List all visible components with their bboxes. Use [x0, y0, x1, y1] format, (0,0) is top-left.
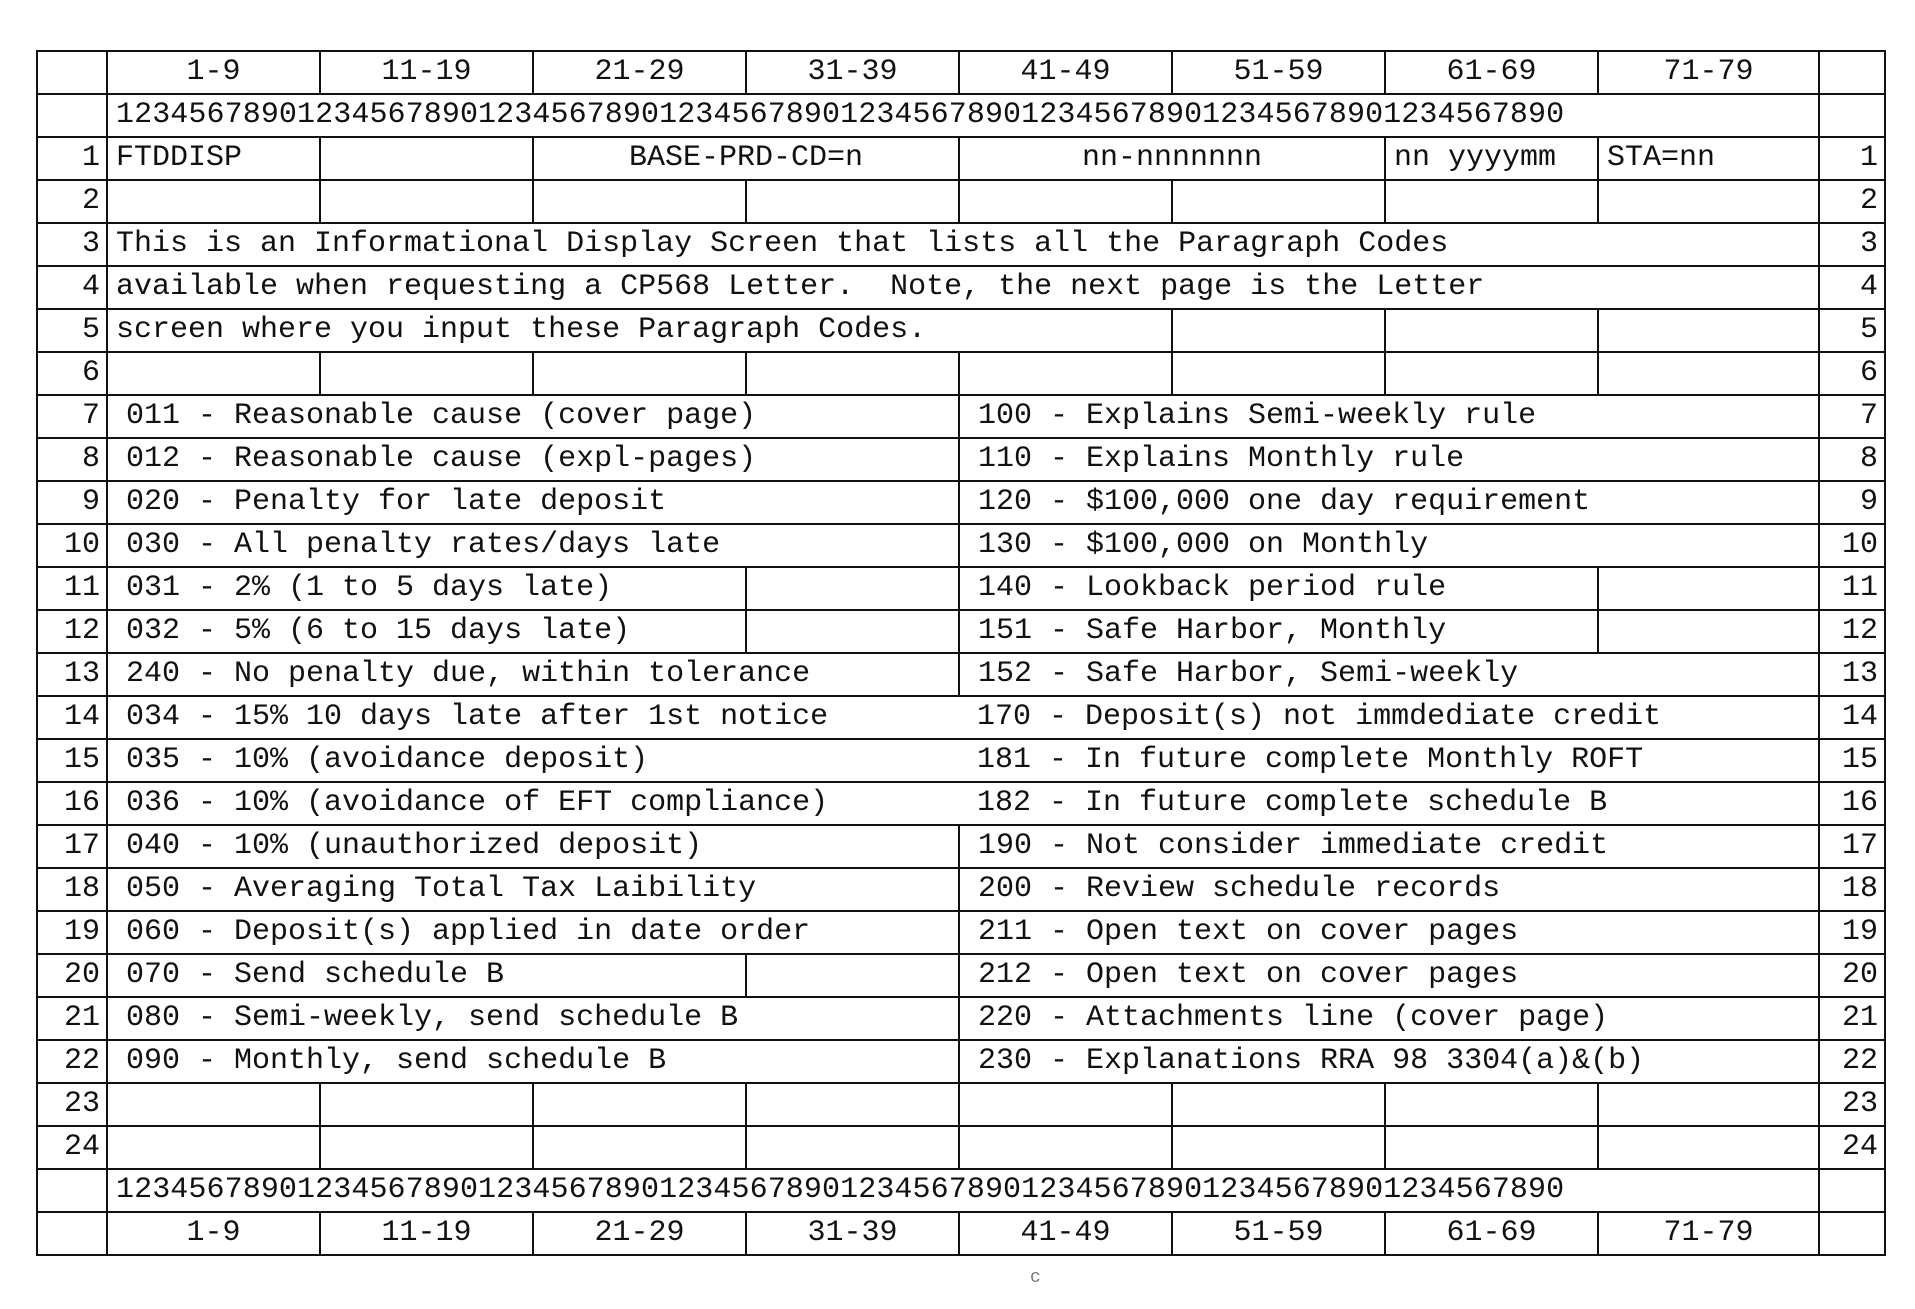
row-number: 10	[37, 524, 107, 567]
paragraph-row	[37, 954, 1885, 997]
paragraph-code-left: 036 - 10% (avoidance of EFT compliance)	[107, 782, 959, 825]
screen-row-5	[37, 309, 1885, 352]
screen-row-1	[37, 137, 1885, 180]
paragraph-row	[37, 868, 1885, 911]
paragraph-code-right: 230 - Explanations RRA 98 3304(a)&(b)	[959, 1040, 1819, 1083]
row-number: 19	[37, 911, 107, 954]
row-number: 1	[1819, 137, 1885, 180]
tax-period-field[interactable]: nn yyyymm	[1385, 137, 1598, 180]
screen-row-4	[37, 266, 1885, 309]
row-number: 12	[1819, 610, 1885, 653]
row-number: 18	[37, 868, 107, 911]
paragraph-code-left: 040 - 10% (unauthorized deposit)	[107, 825, 959, 868]
paragraph-code-right: 100 - Explains Semi-weekly rule	[959, 395, 1819, 438]
row-number: 2	[1819, 180, 1885, 223]
paragraph-row	[37, 524, 1885, 567]
row-number: 10	[1819, 524, 1885, 567]
paragraph-row	[37, 782, 1885, 825]
range-label: 61-69	[1385, 1212, 1598, 1255]
row-number: 5	[1819, 309, 1885, 352]
paragraph-code-left: 030 - All penalty rates/days late	[107, 524, 959, 567]
row-number: 23	[37, 1083, 107, 1126]
screen-row-3	[37, 223, 1885, 266]
row-number: 20	[37, 954, 107, 997]
paragraph-code-right: 211 - Open text on cover pages	[959, 911, 1819, 954]
row-number: 6	[37, 352, 107, 395]
paragraph-code-right: 120 - $100,000 one day requirement	[959, 481, 1819, 524]
range-label: 11-19	[320, 1212, 533, 1255]
paragraph-row	[37, 1040, 1885, 1083]
row-number: 20	[1819, 954, 1885, 997]
paragraph-code-left: 031 - 2% (1 to 5 days late)	[107, 567, 746, 610]
range-label: 21-29	[533, 1212, 746, 1255]
row-number: 14	[37, 696, 107, 739]
row-number: 11	[37, 567, 107, 610]
range-label: 41-49	[959, 1212, 1172, 1255]
row-number: 22	[37, 1040, 107, 1083]
column-digits: 12345678901234567890123456789012345678901234567890123456789012345678901234567890	[107, 1169, 1819, 1212]
range-label: 41-49	[959, 51, 1172, 94]
row-number: 11	[1819, 567, 1885, 610]
paragraph-code-right: 110 - Explains Monthly rule	[959, 438, 1819, 481]
range-label: 31-39	[746, 51, 959, 94]
row-number: 21	[37, 997, 107, 1040]
range-label: 71-79	[1598, 1212, 1819, 1255]
row-number: 17	[1819, 825, 1885, 868]
paragraph-code-left: 012 - Reasonable cause (expl-pages)	[107, 438, 959, 481]
paragraph-row	[37, 911, 1885, 954]
row-number: 18	[1819, 868, 1885, 911]
row-number: 17	[37, 825, 107, 868]
top-range-ruler	[37, 51, 1885, 94]
cp568-paragraph-code-screen	[36, 50, 1878, 1250]
paragraph-row	[37, 696, 1885, 739]
paragraph-code-left: 070 - Send schedule B	[107, 954, 746, 997]
paragraph-code-right: 170 - Deposit(s) not immdediate credit	[959, 696, 1819, 739]
paragraph-code-right: 151 - Safe Harbor, Monthly	[959, 610, 1598, 653]
paragraph-code-left: 090 - Monthly, send schedule B	[107, 1040, 959, 1083]
paragraph-code-left: 020 - Penalty for late deposit	[107, 481, 959, 524]
row-number: 24	[37, 1126, 107, 1169]
paragraph-code-left: 080 - Semi-weekly, send schedule B	[107, 997, 959, 1040]
row-number: 15	[37, 739, 107, 782]
row-number: 4	[1819, 266, 1885, 309]
row-number: 13	[37, 653, 107, 696]
paragraph-code-left: 032 - 5% (6 to 15 days late)	[107, 610, 746, 653]
row-number: 16	[1819, 782, 1885, 825]
intro-line: available when requesting a CP568 Letter. Note, the next page is the Letter	[107, 266, 1819, 309]
row-number: 13	[1819, 653, 1885, 696]
stray-scan-mark: c	[1030, 1268, 1041, 1288]
range-label: 1-9	[107, 51, 320, 94]
screen-row-2	[37, 180, 1885, 223]
row-number: 7	[37, 395, 107, 438]
paragraph-row	[37, 825, 1885, 868]
intro-line: screen where you input these Paragraph Codes.	[107, 309, 1172, 352]
row-number: 5	[37, 309, 107, 352]
row-number: 9	[37, 481, 107, 524]
row-number: 6	[1819, 352, 1885, 395]
row-number: 24	[1819, 1126, 1885, 1169]
paragraph-code-left: 011 - Reasonable cause (cover page)	[107, 395, 959, 438]
range-label: 21-29	[533, 51, 746, 94]
paragraph-code-right: 220 - Attachments line (cover page)	[959, 997, 1819, 1040]
bottom-range-ruler	[37, 1212, 1885, 1255]
paragraph-code-left: 060 - Deposit(s) applied in date order	[107, 911, 959, 954]
paragraph-row	[37, 567, 1885, 610]
terminal-screen-grid	[36, 50, 1886, 1256]
row-number: 9	[1819, 481, 1885, 524]
row-number: 3	[37, 223, 107, 266]
paragraph-row	[37, 438, 1885, 481]
screen-row-23	[37, 1083, 1885, 1126]
row-number: 1	[37, 137, 107, 180]
status-field[interactable]: STA=nn	[1598, 137, 1819, 180]
paragraph-code-right: 140 - Lookback period rule	[959, 567, 1598, 610]
paragraph-row	[37, 395, 1885, 438]
row-number: 16	[37, 782, 107, 825]
range-label: 51-59	[1172, 1212, 1385, 1255]
row-number: 23	[1819, 1083, 1885, 1126]
paragraph-code-right: 200 - Review schedule records	[959, 868, 1819, 911]
paragraph-code-right: 152 - Safe Harbor, Semi-weekly	[959, 653, 1819, 696]
intro-line: This is an Informational Display Screen that lists all the Paragraph Codes	[107, 223, 1819, 266]
paragraph-code-right: 190 - Not consider immediate credit	[959, 825, 1819, 868]
range-label: 61-69	[1385, 51, 1598, 94]
paragraph-row	[37, 481, 1885, 524]
range-label: 31-39	[746, 1212, 959, 1255]
row-number: 8	[1819, 438, 1885, 481]
ein-field[interactable]: nn-nnnnnnn	[959, 137, 1385, 180]
row-number: 7	[1819, 395, 1885, 438]
paragraph-row	[37, 997, 1885, 1040]
range-label: 1-9	[107, 1212, 320, 1255]
paragraph-row	[37, 610, 1885, 653]
row-number: 2	[37, 180, 107, 223]
row-number: 3	[1819, 223, 1885, 266]
row-number: 4	[37, 266, 107, 309]
paragraph-code-left: 034 - 15% 10 days late after 1st notice	[107, 696, 959, 739]
paragraph-row	[37, 739, 1885, 782]
base-period-code-field[interactable]: BASE-PRD-CD=n	[533, 137, 959, 180]
row-number: 15	[1819, 739, 1885, 782]
row-number: 14	[1819, 696, 1885, 739]
range-label: 71-79	[1598, 51, 1819, 94]
row-number: 22	[1819, 1040, 1885, 1083]
row-number: 12	[37, 610, 107, 653]
range-label: 11-19	[320, 51, 533, 94]
paragraph-code-right: 182 - In future complete schedule B	[959, 782, 1819, 825]
row-number: 21	[1819, 997, 1885, 1040]
paragraph-code-left: 035 - 10% (avoidance deposit)	[107, 739, 959, 782]
paragraph-code-right: 212 - Open text on cover pages	[959, 954, 1819, 997]
range-label: 51-59	[1172, 51, 1385, 94]
bottom-digit-ruler	[37, 1169, 1885, 1212]
row-number: 8	[37, 438, 107, 481]
column-digits: 12345678901234567890123456789012345678901234567890123456789012345678901234567890	[107, 94, 1819, 137]
paragraph-row	[37, 653, 1885, 696]
screen-row-6	[37, 352, 1885, 395]
paragraph-code-left: 240 - No penalty due, within tolerance	[107, 653, 959, 696]
row-number: 19	[1819, 911, 1885, 954]
paragraph-code-right: 181 - In future complete Monthly ROFT	[959, 739, 1819, 782]
paragraph-code-right: 130 - $100,000 on Monthly	[959, 524, 1819, 567]
top-digit-ruler	[37, 94, 1885, 137]
paragraph-code-left: 050 - Averaging Total Tax Laibility	[107, 868, 959, 911]
screen-id-field[interactable]: FTDDISP	[107, 137, 320, 180]
screen-row-24	[37, 1126, 1885, 1169]
